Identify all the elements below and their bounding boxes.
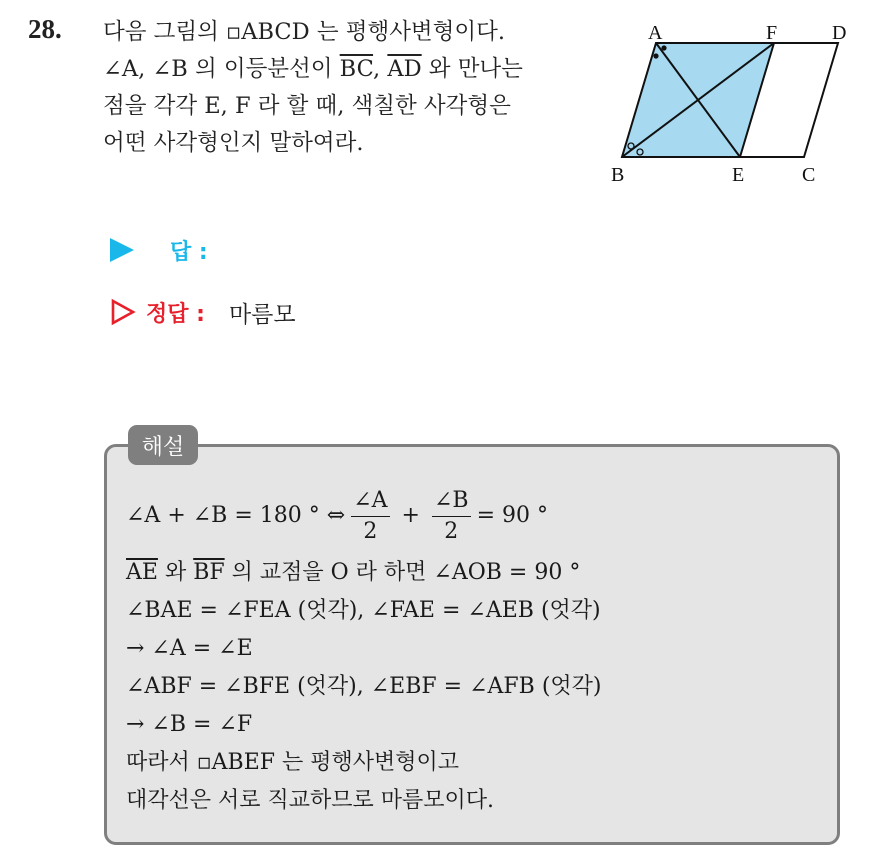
label-b: B	[611, 164, 625, 186]
solution-line-7: 따라서 ▫ABEF 는 평행사변형이고	[126, 750, 460, 775]
label-f: F	[766, 22, 778, 44]
solution-content	[126, 478, 826, 820]
correct-answer-value: 마름모	[228, 301, 296, 328]
parallelogram-diagram	[608, 18, 858, 186]
fraction-a-half	[351, 486, 389, 547]
angle-mark-dot-1	[661, 45, 666, 50]
fraction-b-num: ∠B	[432, 486, 471, 517]
plus-sign: +	[401, 503, 420, 528]
question-line-2-mid: ,	[373, 56, 388, 82]
fraction-a-num: ∠A	[351, 486, 389, 517]
solution-tag: 해설	[128, 425, 198, 465]
solution-line-1-rhs: = 90 °	[476, 503, 548, 528]
question-line-1: 다음 그림의 ▫ABCD 는 평행사변형이다.	[103, 19, 506, 45]
segment-ad: $\overline{AD}$	[387, 56, 422, 82]
solution-line-4: → ∠A = ∠E	[126, 636, 253, 661]
question-number: 28.	[28, 14, 62, 44]
segment-bf: $\overline{BF}$	[193, 560, 225, 585]
outline-arrow-icon	[110, 298, 136, 326]
solution-line-6: → ∠B = ∠F	[126, 712, 253, 737]
solution-line-1-lhs: ∠A + ∠B = 180 ° ⇔	[126, 503, 346, 528]
question-line-3: 점을 각각 E, F 라 할 때, 색칠한 사각형은	[103, 93, 511, 119]
correct-answer-label: 정답 :	[146, 301, 205, 327]
correct-answer-row	[110, 294, 296, 330]
solution-line-2-mid: 와	[157, 560, 194, 585]
question-text	[103, 14, 593, 162]
parallelogram-figure	[608, 18, 858, 186]
solution-line-5: ∠ABF = ∠BFE (엇각), ∠EBF = ∠AFB (엇각)	[126, 674, 602, 699]
segment-bc: $\overline{BC}$	[339, 56, 374, 82]
question-line-2	[103, 51, 593, 88]
solution-line-1	[126, 478, 826, 554]
answer-label: 답 :	[170, 239, 208, 265]
fraction-a-den: 2	[363, 518, 378, 544]
question-line-2-pre: ∠A, ∠B 의 이등분선이	[103, 56, 340, 82]
angle-mark-dot-2	[653, 53, 658, 58]
label-d: D	[832, 22, 847, 44]
question-line-4: 어떤 사각형인지 말하여라.	[103, 130, 364, 156]
question-line-2-post: 와 만나는	[421, 56, 523, 82]
segment-ae: $\overline{AE}$	[126, 560, 158, 585]
solution-line-8: 대각선은 서로 직교하므로 마름모이다.	[126, 788, 495, 813]
answer-row	[110, 232, 208, 268]
label-a: A	[648, 22, 663, 44]
fraction-b-den: 2	[444, 518, 459, 544]
label-c: C	[802, 164, 816, 186]
label-e: E	[732, 164, 745, 186]
solution-line-3: ∠BAE = ∠FEA (엇각), ∠FAE = ∠AEB (엇각)	[126, 598, 601, 623]
play-arrow-icon	[110, 238, 134, 262]
solution-line-2	[126, 554, 826, 592]
solution-line-2-rest: 의 교점을 O 라 하면 ∠AOB = 90 °	[224, 560, 581, 585]
fraction-b-half	[432, 486, 471, 547]
